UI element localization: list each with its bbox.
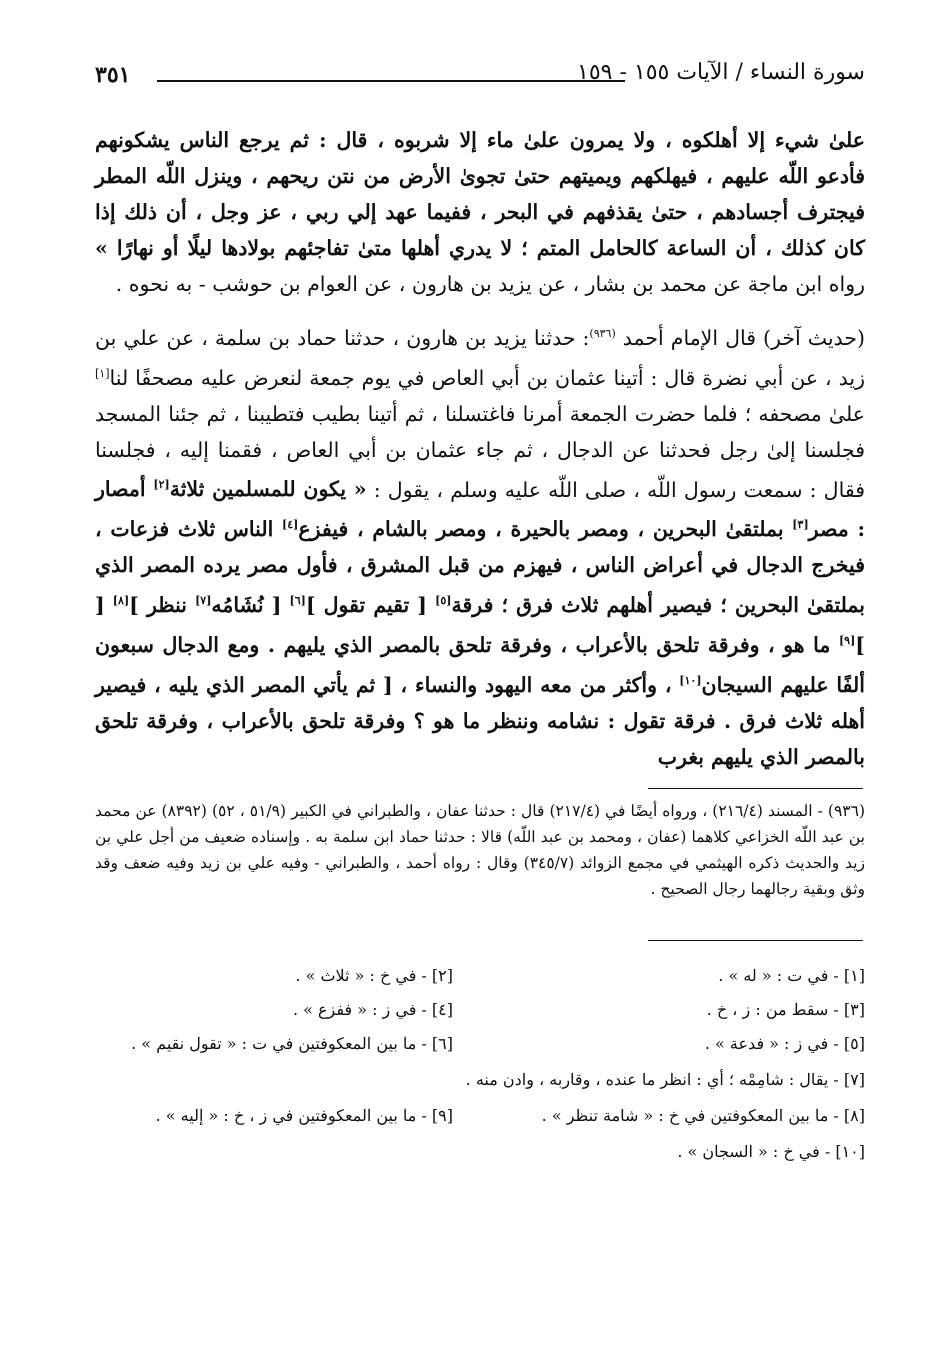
main-text: [95, 122, 865, 775]
page-number: ٣٥١: [95, 62, 131, 88]
notes-rule: [648, 940, 863, 941]
note-9: [٩] - ما بين المعكوفتين في ز ، خ : « إليه » .: [155, 1106, 453, 1125]
note-10: [١٠] - في خ : « السجان » .: [677, 1142, 865, 1161]
text-segment: أمصار : مصر: [95, 477, 866, 542]
text-segment: ننظر ]: [129, 593, 196, 618]
hadith-reference: رواه ابن ماجة عن محمد بن بشار ، عن يزيد بن هارون ، عن العوام بن حوشب - به نحوه .: [115, 272, 865, 296]
text-segment: ، وأكثر من معه اليهود والنساء ، [ ثم يأتي المصر الذي يليه ، فيصير أهله ثلاث فرق . فرقة تقول : نشامه وننظر ما هو ؟ وفرقة تلحق بالأعراب ، وفرقة تلحق بالمصر الذي يليهم بغرب: [95, 672, 865, 769]
text-segment: « يكون للمسلمين ثلاثة: [169, 477, 367, 502]
note-1: [١] - في ت : « له » .: [718, 966, 865, 985]
hadith-text: علىٰ شيء إلا أهلكوه ، ولا يمرون علىٰ ماء إلا شربوه ، قال : ثم يرجع الناس يشكونهم فأدعو اللّه عليهم ، فيهلكهم ويميتهم حتىٰ تجوىٰ الأرض من نتن ريحهم ، وينزل اللّه المطر فيجترف أجسادهم ، حتىٰ يقذفهم في البحر ، ففيما عهد إلي ربي ، عز وجل ، أن ذلك إذا كان كذلك ، أن الساعة كالحامل المتم ؛ لا يدري أهلها متىٰ تفاجئهم بولادها ليلًا أو نهارًا »: [95, 128, 865, 260]
header-rule: [157, 80, 625, 82]
text-segment: علىٰ مصحفه ؛ فلما حضرت الجمعة أمرنا فاغتسلنا ، ثم أتينا بطيب فتطيبنا ، ثم جئنا المسجد فجلسنا إلىٰ رجل فحدثنا عن الدجال ، ثم جاء عثمان بن أبي العاص ، فقمنا إليه ، فجلسنا فقال : سمعت رسول اللّه ، صلى اللّه عليه وسلم ، يقول :: [95, 401, 865, 502]
note-5: [٥] - في ز : « فدعة » .: [704, 1034, 865, 1053]
footnote-ref-2[interactable]: [٢]: [153, 478, 170, 492]
note-4: [٤] - في ز : « ففزع » .: [292, 1000, 453, 1019]
text-segment: [ تقيم تقول ]: [305, 593, 436, 618]
footnote-ref-4[interactable]: [٤]: [282, 518, 299, 532]
page-header: [95, 60, 865, 100]
footnote-ref-5[interactable]: [٥]: [435, 594, 452, 608]
footnote-ref-7[interactable]: [٧]: [195, 594, 212, 608]
text-segment: (حديث آخر) قال الإمام أحمد: [615, 325, 865, 350]
text-segment: ما هو ، وفرقة تلحق بالأعراب ، وفرقة تلحق بالمصر الذي يليهم . ومع الدجال سبعون ألفًا عليهم السيجان: [95, 632, 865, 697]
paragraph-another-hadith: [95, 316, 865, 775]
footnote-ref-10[interactable]: [١٠]: [679, 673, 702, 687]
paragraph-hadith-end: [95, 122, 865, 302]
footnote-rule: [648, 788, 863, 789]
footnote-ref-1[interactable]: [١]: [95, 366, 110, 380]
footnote-ref-8[interactable]: [٨]: [112, 594, 130, 608]
footnote-ref-3[interactable]: [٣]: [792, 518, 809, 532]
text-segment: بملتقىٰ البحرين ، ومصر بالحيرة ، ومصر بالشام ، فيفزع: [298, 517, 793, 542]
note-7: [٧] - يقال : شامِمْه ؛ أي : انظر ما عنده ، وقاربه ، وادن منه .: [465, 1070, 865, 1089]
footnote-ref-6[interactable]: [٦]: [289, 594, 306, 608]
note-6: [٦] - ما بين المعكوفتين في ت : « تقول نقيم » .: [131, 1034, 453, 1053]
text-segment: [ نُشَامُه: [211, 593, 290, 618]
note-3: [٣] - سقط من : ز ، خ .: [706, 1000, 865, 1019]
footnote-ref-936[interactable]: (٩٣٦): [589, 327, 616, 340]
running-title: سورة النساء / الآيات ١٥٥ - ١٥٩: [577, 60, 865, 85]
text-segment: : حدثنا يزيد بن هارون ، حدثنا حماد بن سلمة ، عن علي بن زيد ، عن أبي نضرة قال : أتينا عثمان بن أبي العاص في يوم جمعة لنعرض عليه مصحفًا لنا: [95, 325, 865, 390]
text-segment: الناس ثلاث فزعات ، فيخرج الدجال في أعراض الناس ، فيهزم من قبل المشرق ، فأول مصر يرده المصر الذي بملتقىٰ البحرين ؛ فيصير أهلهم ثلاث فرق ؛ فرقة: [95, 517, 865, 618]
note-2: [٢] - في خ : « ثلاث » .: [295, 966, 453, 985]
text-segment: [ ]: [95, 593, 865, 657]
hadith-footnote: (٩٣٦) - المسند (٢١٦/٤) ، ورواه أيضًا في (٢١٧/٤) قال : حدثنا عفان ، والطبراني في الكبير (٥١/٩ ، ٥٢) (٨٣٩٢) عن محمد بن عبد اللّه الخزاعي كلاهما (عفان ، ومحمد بن عبد اللّه) قالا : حدثنا حماد ابن سلمة به . وإسناده ضعيف من أجل علي بن زيد والحديث ذكره الهيثمي في مجمع الزوائد (٣٤٥/٧) وقال : رواه أحمد ، والطبراني - وفيه علي بن زيد وفيه ضعف وقد وثق وبقية رجالهما رجال الصحيح .: [95, 802, 865, 898]
footnote-ref-9[interactable]: [٩]: [838, 634, 856, 648]
note-8: [٨] - ما بين المعكوفتين في خ : « شامة تنظر » .: [541, 1106, 865, 1125]
